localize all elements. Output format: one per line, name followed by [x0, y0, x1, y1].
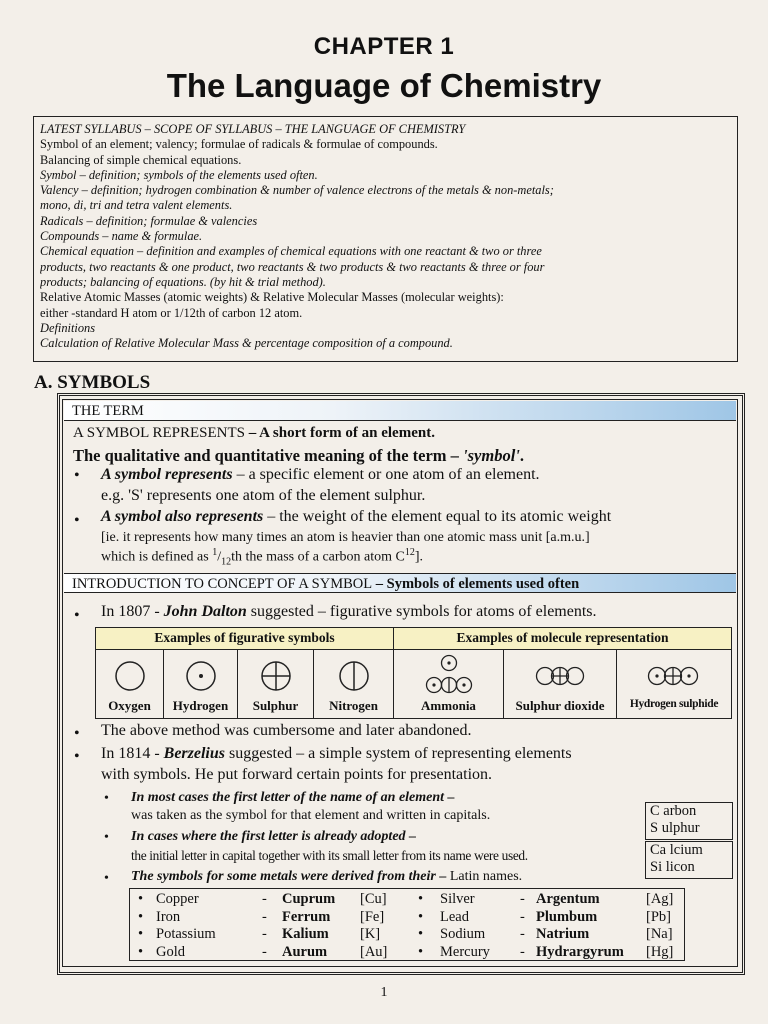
dash-separator: - [262, 943, 267, 960]
carbon-line-end: ]. [414, 549, 424, 565]
side-example: Ca lcium [650, 842, 703, 858]
dash-separator: - [262, 891, 267, 907]
dash-separator: - [520, 926, 525, 942]
metal-latin: Hydrargyrum [536, 943, 624, 960]
metal-symbol: [Cu] [360, 891, 387, 907]
metal-latin: Kalium [282, 926, 329, 942]
point-first-letter-detail: was taken as the symbol for that element and written in capitals. [131, 808, 491, 823]
metal-symbol: [K] [360, 926, 381, 942]
bullet-icon: • [418, 908, 424, 925]
point-latin-lead: The symbols for some metals were derived from their – [131, 869, 450, 884]
metal-name: Lead [440, 908, 469, 925]
bullet-icon: • [138, 908, 144, 925]
berzelius-name: Berzelius [163, 745, 225, 762]
molecule-representation-header: Examples of molecule representation [394, 628, 731, 650]
bullet-symbol-also [101, 508, 611, 526]
example-label: Hydrogen [172, 698, 229, 713]
point-already-adopted: In cases where the first letter is already adopted – [131, 829, 417, 844]
metal-symbol: [Na] [646, 926, 673, 942]
bullet-icon: • [74, 467, 80, 484]
hydrogen-icon [164, 654, 238, 698]
metal-name: Iron [156, 908, 181, 925]
berzelius-text: suggested – a simple system of representing elements [225, 745, 572, 762]
metal-name: Gold [156, 943, 185, 960]
syllabus-line: LATEST SYLLABUS – SCOPE OF SYLLABUS – THE LANGUAGE OF CHEMISTRY [40, 122, 466, 136]
example-label: Hydrogen sulphide [629, 698, 719, 710]
example-calcium-silicon [645, 841, 733, 879]
intro-header [64, 573, 736, 593]
section-heading: A. SYMBOLS [34, 372, 151, 393]
latin-name-row [130, 944, 684, 962]
syllabus-box [33, 116, 738, 362]
example-carbon-sulphur [645, 802, 733, 840]
intro-header-sub: – Symbols of elements used often [372, 576, 580, 592]
metal-latin: Plumbum [536, 908, 598, 925]
example-label: Sulphur dioxide [515, 698, 605, 713]
bullet-icon: • [74, 607, 80, 624]
qualitative-text: The qualitative and quantitative meaning of the term – [73, 446, 464, 465]
dash-separator: - [262, 908, 267, 925]
metal-name: Copper [156, 891, 199, 907]
metal-name: Silver [440, 891, 475, 907]
sulphur-dioxide-icon [504, 654, 617, 698]
syllabus-line: Compounds – name & formulae. [40, 229, 203, 244]
metal-latin: Ferrum [282, 908, 331, 925]
example-cell-hydrogen [164, 650, 238, 718]
carbon-line-text: which is defined as [101, 549, 213, 565]
syllabus-line: Relative Atomic Masses (atomic weights) & Relative Molecular Masses (molecular weights): [40, 290, 504, 305]
syllabus-line: Symbol – definition; symbols of the elements used often. [40, 167, 318, 182]
carbon-line [101, 547, 423, 567]
latin-names-table [129, 888, 685, 961]
metal-symbol: [Au] [360, 943, 388, 960]
carbon-superscript: 12 [404, 547, 415, 558]
fraction-numerator: 1 [212, 547, 218, 558]
metal-latin: Natrium [536, 926, 590, 942]
symbol-represents-caps: A SYMBOL REPRESENTS [73, 425, 245, 441]
latin-name-row [130, 909, 684, 927]
dash-separator: - [520, 943, 525, 960]
example-label: Sulphur [252, 698, 299, 713]
bullet-icon: • [74, 725, 80, 742]
dalton-name: John Dalton [163, 603, 247, 620]
side-example: Si licon [650, 859, 695, 875]
intro-header-caps: INTRODUCTION TO CONCEPT OF A SYMBOL [72, 576, 373, 592]
bullet-icon: • [104, 871, 109, 886]
bullet-rest: – a specific element or one atom of an element. [232, 466, 540, 483]
bullet-icon: • [138, 926, 144, 942]
example-cell-hydrogen-sulphide [617, 650, 731, 718]
point-latin-names [131, 869, 522, 885]
metal-name: Potassium [156, 926, 216, 942]
bullet-rest: – the weight of the element equal to its atomic weight [263, 508, 612, 525]
bullet-lead: A symbol represents [101, 466, 233, 483]
example-label: Ammonia [421, 698, 476, 713]
bullet-lead: A symbol also represents [101, 508, 264, 525]
bullet-icon: • [104, 791, 109, 806]
syllabus-line: Definitions [40, 320, 96, 335]
side-example: S ulphur [650, 820, 700, 836]
point-first-letter: In most cases the first letter of the name of an element – [131, 790, 455, 805]
fraction-denominator: 12 [221, 556, 232, 568]
bullet-icon: • [74, 512, 80, 529]
figurative-symbols-header: Examples of figurative symbols [96, 628, 394, 650]
bullet-icon: • [138, 891, 144, 907]
page-number: 1 [380, 985, 388, 1000]
chapter-label: CHAPTER 1 [313, 33, 455, 60]
nitrogen-icon [314, 654, 394, 698]
example-cell-nitrogen [314, 650, 394, 718]
syllabus-line: products, two reactants & one product, two reactants & two products & two reactants & three or four [40, 259, 545, 274]
symbol-represents-def: – A short form of an element. [244, 425, 435, 441]
metal-symbol: [Pb] [646, 908, 671, 925]
example-cell-sulphur-dioxide [504, 650, 617, 718]
syllabus-line: either -standard H atom or 1/12th of carbon 12 atom. [40, 305, 303, 320]
hydrogen-sulphide-icon [617, 654, 731, 698]
dash-separator: - [520, 891, 525, 907]
bullet-icon: • [418, 943, 424, 960]
dash-separator: - [520, 908, 525, 925]
sulphur-icon [238, 654, 314, 698]
metal-symbol: [Ag] [646, 891, 674, 907]
bullet-icon: • [74, 748, 80, 765]
the-term-header: THE TERM [64, 401, 736, 421]
syllabus-line: Balancing of simple chemical equations. [40, 152, 242, 167]
abandoned-line: The above method was cumbersome and later abandoned. [101, 722, 472, 739]
syllabus-line: products; balancing of equations. (by hit & trial method). [40, 274, 326, 289]
syllabus-line: Valency – definition; hydrogen combination & number of valence electrons of the metals & non-metals; [40, 183, 554, 198]
oxygen-icon [96, 654, 164, 698]
side-example: C arbon [650, 803, 697, 819]
berzelius-line [101, 745, 572, 763]
example-cell-sulphur [238, 650, 314, 718]
qualitative-period: . [519, 446, 525, 465]
metal-symbol: [Fe] [360, 908, 385, 925]
bullet-icon: • [418, 926, 424, 942]
dalton-text: suggested – figurative symbols for atoms of elements. [246, 603, 597, 620]
metal-name: Sodium [440, 926, 486, 942]
syllabus-line: Radicals – definition; formulae & valencies [40, 213, 258, 228]
berzelius-year: In 1814 - [101, 745, 164, 762]
dalton-year: In 1807 - [101, 603, 164, 620]
dash-separator: - [262, 926, 267, 942]
syllabus-line: Calculation of Relative Molecular Mass & percentage composition of a compound. [40, 336, 453, 351]
ammonia-icon [394, 654, 504, 698]
example-cell-ammonia [394, 650, 504, 718]
metal-latin: Argentum [536, 891, 600, 907]
latin-name-row [130, 926, 684, 944]
bullet-icon: • [138, 943, 144, 960]
latin-name-row [130, 891, 684, 909]
syllabus-line: mono, di, tri and tetra valent elements. [40, 198, 233, 213]
sulphur-example: e.g. 'S' represents one atom of the element sulphur. [101, 487, 426, 504]
metal-latin: Aurum [282, 943, 328, 960]
chapter-title: The Language of Chemistry [166, 67, 602, 104]
example-label: Oxygen [108, 698, 151, 713]
syllabus-line: Symbol of an element; valency; formulae of radicals & formulae of compounds. [40, 137, 438, 152]
syllabus-line: Chemical equation – definition and examples of chemical equations with one reactant & two or three [40, 244, 542, 259]
symbol-represents-line [73, 425, 435, 442]
symbol-word: 'symbol' [463, 446, 520, 465]
bullet-icon: • [104, 830, 109, 845]
qualitative-line [73, 446, 524, 466]
point-latin-rest: Latin names. [449, 869, 523, 884]
example-cell-oxygen [96, 650, 164, 718]
dalton-line [101, 603, 597, 621]
bullet-icon: • [418, 891, 424, 907]
metal-latin: Cuprum [282, 891, 336, 907]
amu-line: [ie. it represents how many times an atom is heavier than one atomic mass unit [a.m.u.] [101, 530, 590, 545]
point-already-adopted-detail: the initial letter in capital together with its small letter from its name were used. [131, 848, 528, 863]
metal-name: Mercury [440, 943, 490, 960]
carbon-line-mass: th the mass of a carbon atom C [231, 549, 405, 565]
berzelius-line-2: with symbols. He put forward certain points for presentation. [101, 766, 493, 783]
example-label: Nitrogen [329, 698, 378, 713]
fraction-slash: / [217, 549, 222, 565]
metal-symbol: [Hg] [646, 943, 674, 960]
bullet-symbol-represents [101, 466, 540, 484]
